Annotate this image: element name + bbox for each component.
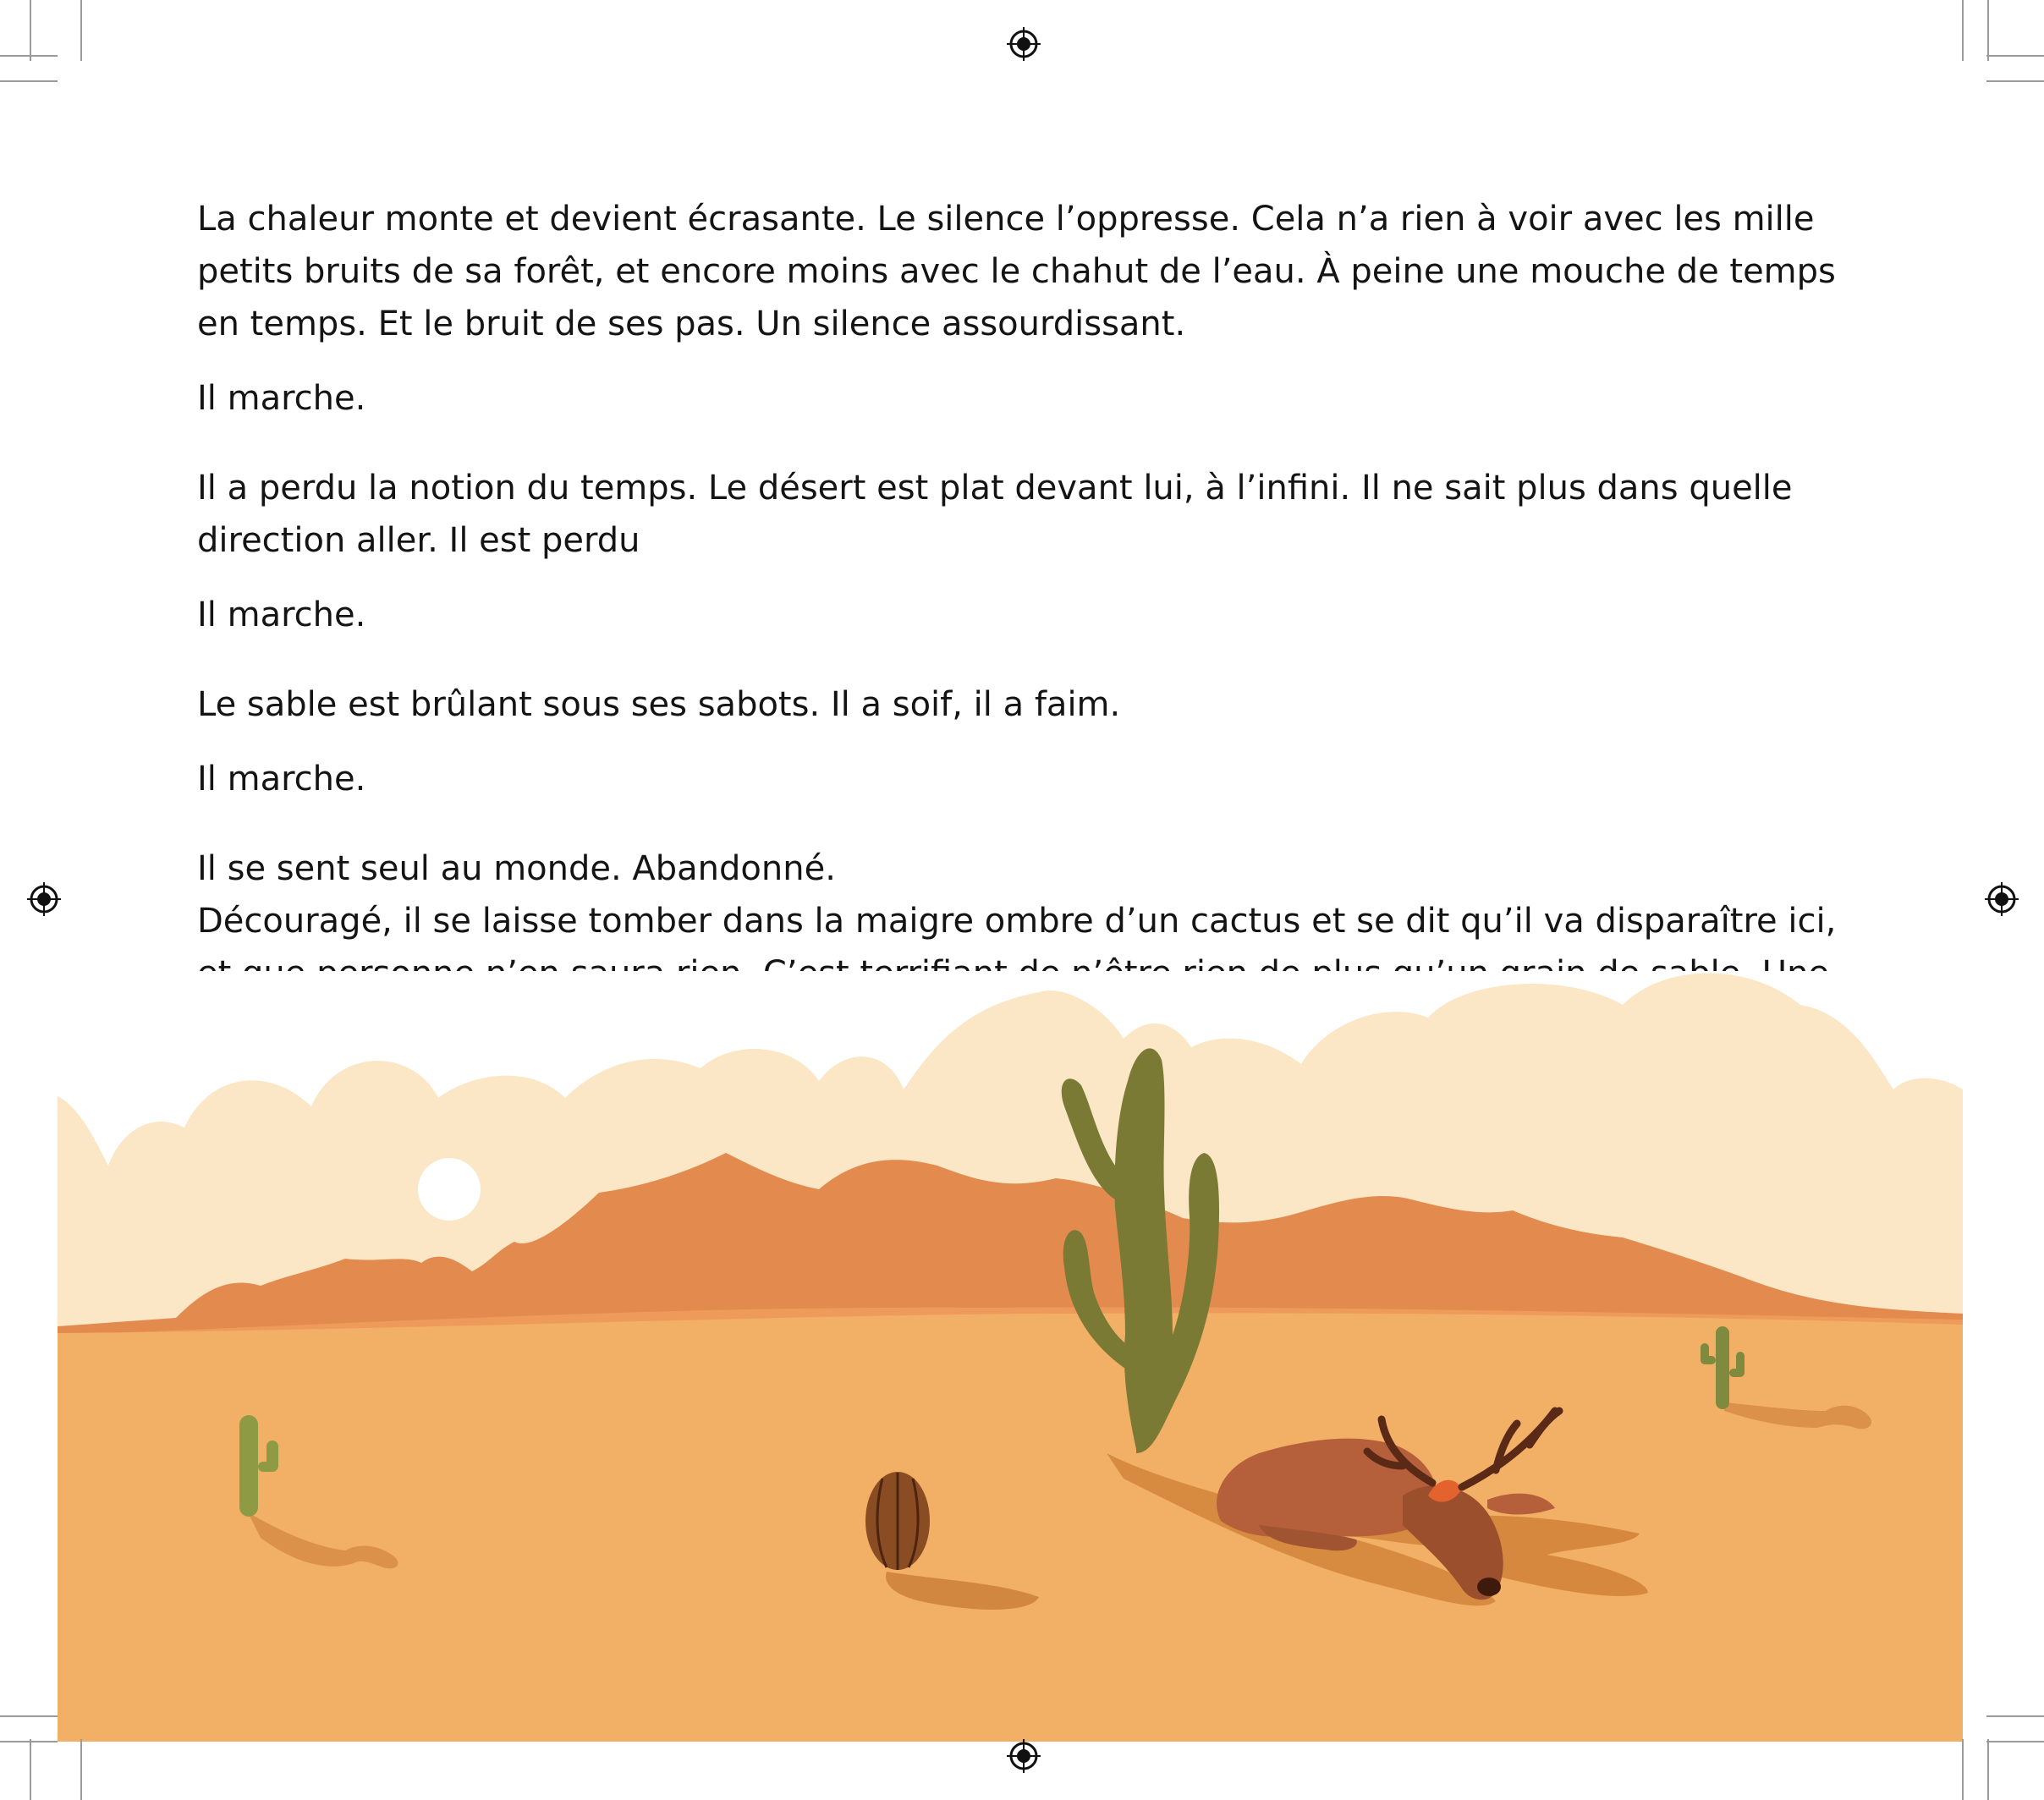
paragraph-walks-3: Il marche.: [197, 760, 366, 798]
paragraph-walks-2: Il marche.: [197, 595, 366, 634]
registration-mark-right: [1985, 882, 2019, 916]
registration-mark-left: [27, 882, 61, 916]
paragraph-walks-1: Il marche.: [197, 379, 366, 418]
paragraph-lost: Il a perdu la notion du temps. Le désert est plat devant lui, à l’infini. Il ne sait plus dans quelle direction aller. Il est perdu: [197, 469, 1793, 560]
paragraph-heat: La chaleur monte et devient écrasante. Le silence l’oppresse. Cela n’a rien à voir avec les mille petits bruits de sa forêt, et encore moins avec le chahut de l’eau. À peine une mouche de temps en temps. Et le bruit de ses pas. Un silence assourdissant.: [197, 200, 1836, 343]
paragraph-sand: Le sable est brûlant sous ses sabots. Il a soif, il a faim.: [197, 685, 1121, 724]
registration-mark-bottom: [1007, 1739, 1041, 1773]
registration-mark-top: [1007, 27, 1041, 61]
paragraph-alone: Il se sent seul au monde. Abandonné.: [197, 849, 836, 888]
paragraph-discouraged: Découragé, il se laisse tomber dans la maigre ombre d’un cactus et se dit qu’il va disparaître ici,: [197, 902, 1837, 941]
